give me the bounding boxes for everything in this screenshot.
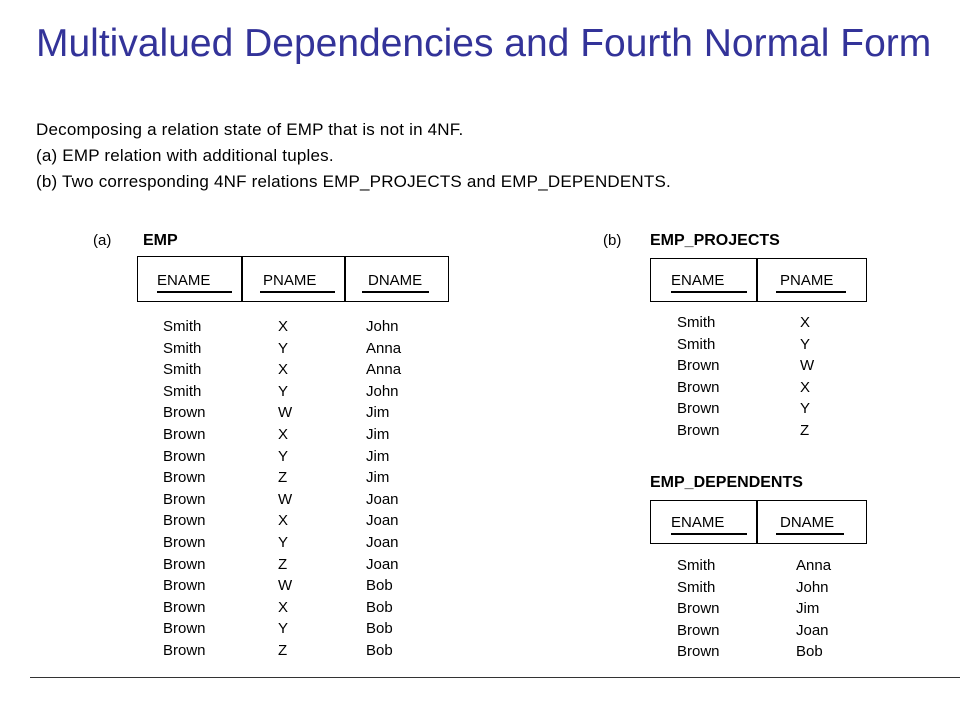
table-cell: Smith	[677, 335, 716, 353]
table-cell: W	[278, 577, 293, 595]
table-cell: Smith	[163, 361, 202, 379]
table-cell: Jim	[366, 447, 390, 465]
table-cell: W	[278, 490, 293, 508]
emp-projects-header-box	[650, 258, 867, 302]
table-cell: John	[366, 382, 399, 400]
emp-table-row	[163, 489, 463, 511]
table-cell: Bob	[366, 577, 393, 595]
table-cell: Brown	[677, 600, 720, 618]
emp-dependents-col-ename: ENAME	[671, 514, 725, 531]
emp-projects-col-ename: ENAME	[671, 272, 725, 289]
table-cell: Smith	[163, 382, 202, 400]
emp-projects-relation-name: EMP_PROJECTS	[650, 232, 780, 249]
table-cell: Brown	[163, 490, 206, 508]
table-cell: John	[366, 318, 399, 335]
emp-dependents-rows	[677, 555, 877, 663]
table-cell: John	[796, 578, 829, 596]
emp-table-row	[163, 446, 463, 468]
table-cell: Smith	[677, 578, 716, 596]
emp-table-row	[163, 338, 463, 360]
table-cell: Y	[800, 335, 811, 353]
emp-col-ename: ENAME	[157, 272, 211, 289]
bottom-divider	[30, 677, 960, 678]
emp-table-row	[163, 510, 463, 532]
slide-title: Multivalued Dependencies and Fourth Normal Form	[36, 22, 932, 65]
table-cell: Brown	[163, 641, 206, 659]
emp-dependents-relation-name: EMP_DEPENDENTS	[650, 474, 803, 491]
emp-projects-rows	[677, 312, 877, 442]
table-cell: Brown	[163, 533, 206, 551]
table-cell: Brown	[163, 577, 206, 595]
emp-table-row	[163, 532, 463, 554]
table-cell: Brown	[163, 469, 206, 487]
table-cell: Y	[278, 620, 289, 638]
emp-dependents-table-row	[677, 577, 877, 599]
table-cell: X	[278, 425, 289, 443]
emp-dependents-col-dname: DNAME	[780, 514, 835, 531]
table-cell: Smith	[163, 339, 202, 357]
emp-table-row	[163, 316, 463, 338]
table-cell: Jim	[366, 404, 390, 422]
table-cell: Brown	[677, 643, 720, 661]
table-cell: Z	[278, 469, 288, 487]
table-cell: Z	[800, 421, 810, 439]
table-cell: Joan	[366, 533, 399, 551]
table-cell: Bob	[796, 643, 823, 661]
table-cell: Brown	[163, 404, 206, 422]
table-cell: Brown	[677, 378, 720, 396]
table-cell: Joan	[366, 512, 399, 530]
table-cell: Z	[278, 641, 288, 659]
emp-rows	[163, 316, 463, 662]
table-cell: Bob	[366, 620, 393, 638]
table-cell: Brown	[163, 620, 206, 638]
table-cell: Smith	[163, 318, 202, 335]
emp-table-row	[163, 381, 463, 403]
table-cell: Brown	[677, 357, 720, 375]
table-cell: Brown	[163, 425, 206, 443]
table-cell: Brown	[677, 621, 720, 639]
part-a-label: (a)	[93, 232, 112, 249]
table-cell: Jim	[796, 600, 820, 618]
table-cell: X	[278, 598, 289, 616]
emp-table-row	[163, 402, 463, 424]
table-cell: Z	[278, 555, 288, 573]
table-cell: Joan	[796, 621, 829, 639]
table-cell: Brown	[163, 447, 206, 465]
emp-dependents-table-row	[677, 555, 877, 577]
emp-projects-col-pname: PNAME	[780, 272, 834, 289]
table-cell: Brown	[677, 421, 720, 439]
emp-projects-table-row	[677, 355, 877, 377]
emp-table-row	[163, 554, 463, 576]
table-cell: Bob	[366, 598, 393, 616]
table-cell: Bob	[366, 641, 393, 659]
emp-projects-table-row	[677, 334, 877, 356]
table-cell: Jim	[366, 425, 390, 443]
table-cell: X	[278, 361, 289, 379]
emp-table-row	[163, 359, 463, 381]
table-cell: Jim	[366, 469, 390, 487]
table-cell: Brown	[163, 555, 206, 573]
emp-header-box	[137, 256, 449, 302]
table-cell: Brown	[163, 598, 206, 616]
emp-dependents-header-box	[650, 500, 867, 544]
table-cell: Y	[800, 400, 811, 418]
table-cell: Brown	[677, 400, 720, 418]
emp-table-row	[163, 618, 463, 640]
table-cell: X	[278, 512, 289, 530]
emp-relation-name: EMP	[143, 232, 178, 249]
emp-table-row	[163, 467, 463, 489]
table-cell: W	[800, 357, 815, 375]
table-cell: Y	[278, 339, 289, 357]
subtitle-line-3: (b) Two corresponding 4NF relations EMP_PROJECTS and EMP_DEPENDENTS.	[36, 172, 671, 191]
emp-table-row	[163, 575, 463, 597]
table-cell: Smith	[677, 314, 716, 331]
table-cell: Anna	[796, 557, 832, 574]
table-cell: Y	[278, 382, 289, 400]
table-cell: X	[278, 318, 289, 335]
emp-dependents-table-row	[677, 620, 877, 642]
part-b-label: (b)	[603, 232, 622, 249]
subtitle-line-1: Decomposing a relation state of EMP that is not in 4NF.	[36, 120, 464, 139]
emp-col-dname: DNAME	[368, 272, 423, 289]
emp-projects-table-row	[677, 420, 877, 442]
emp-table-row	[163, 640, 463, 662]
table-cell: Joan	[366, 555, 399, 573]
subtitle-line-2: (a) EMP relation with additional tuples.	[36, 146, 334, 165]
emp-table-row	[163, 597, 463, 619]
table-cell: W	[278, 404, 293, 422]
table-cell: Anna	[366, 361, 402, 379]
emp-col-pname: PNAME	[263, 272, 317, 289]
table-cell: Anna	[366, 339, 402, 357]
emp-projects-table-row	[677, 312, 877, 334]
table-cell: Y	[278, 447, 289, 465]
table-cell: X	[800, 314, 811, 331]
emp-dependents-table-row	[677, 641, 877, 663]
table-cell: X	[800, 378, 811, 396]
table-cell: Brown	[163, 512, 206, 530]
emp-dependents-table-row	[677, 598, 877, 620]
table-cell: Y	[278, 533, 289, 551]
emp-projects-table-row	[677, 398, 877, 420]
table-cell: Joan	[366, 490, 399, 508]
emp-projects-table-row	[677, 377, 877, 399]
emp-table-row	[163, 424, 463, 446]
table-cell: Smith	[677, 557, 716, 574]
